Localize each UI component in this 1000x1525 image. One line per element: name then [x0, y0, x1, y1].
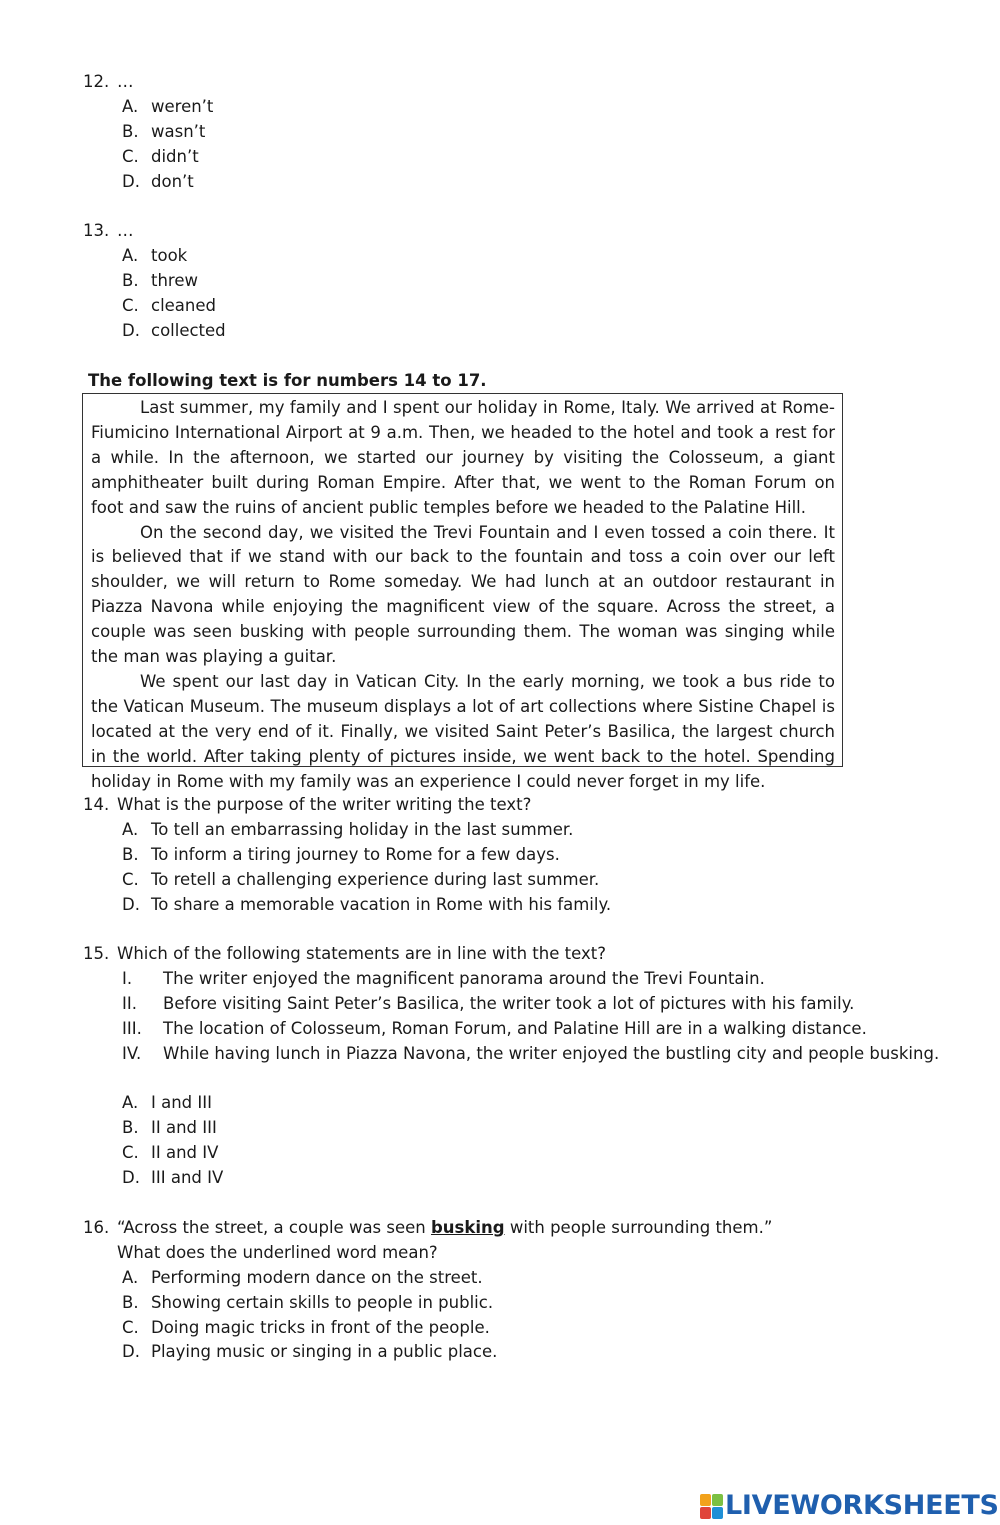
option-c[interactable]: C. didn’t: [122, 146, 199, 166]
question-16: [83, 1216, 963, 1365]
option-d[interactable]: D. III and IV: [122, 1168, 224, 1188]
passage-paragraph-3: We spent our last day in Vatican City. In the early morning, we took a bus ride to the Vatican Museum. The museum displays a lot of art collections where Sistine Chapel is located at the very end of it. Finally, we visited Saint Peter’s Basilica, the largest church in the world. After taking plenty of pictures inside, we went back to the hotel. Spending holiday in Rome with my family was an experience I could never forget in my life.: [91, 671, 835, 791]
question-stem: …: [117, 72, 134, 91]
option-c[interactable]: C. II and IV: [122, 1143, 219, 1163]
option-b[interactable]: B. threw: [122, 270, 198, 290]
spacer: [83, 1066, 963, 1091]
option-a[interactable]: A. To tell an embarrassing holiday in the last summer.: [122, 819, 574, 839]
option-a[interactable]: A. I and III: [122, 1093, 212, 1113]
question-stem: What does the underlined word mean?: [117, 1242, 438, 1262]
option-b[interactable]: B. II and III: [122, 1118, 217, 1138]
option-d[interactable]: D. collected: [122, 320, 226, 340]
liveworksheets-logo[interactable]: [700, 1490, 999, 1521]
statement-2: II. Before visiting Saint Peter’s Basilica, the writer took a lot of pictures with his family.: [122, 993, 855, 1013]
passage-paragraph-1: Last summer, my family and I spent our holiday in Rome, Italy. We arrived at Rome-Fiumicino International Airport at 9 a.m. Then, we headed to the hotel and took a rest for a while. In the afternoon, we started our journey by visiting the Colosseum, a giant amphitheater built during Roman Empire. After that, we went to the Roman Forum on foot and saw the ruins of ancient public temples before we headed to the Palatine Hill.: [91, 398, 835, 517]
question-number: 13.: [83, 221, 110, 240]
option-c[interactable]: C. Doing magic tricks in front of the people.: [122, 1317, 490, 1337]
logo-text: LIVEWORKSHEETS: [725, 1490, 999, 1521]
quote-before: “Across the street, a couple was seen: [117, 1218, 431, 1237]
section-title: The following text is for numbers 14 to 17.: [88, 371, 487, 390]
question-13: [83, 219, 963, 343]
question-stem: …: [117, 221, 134, 240]
option-a[interactable]: A. Performing modern dance on the street.: [122, 1267, 483, 1287]
option-d[interactable]: D. Playing music or singing in a public place.: [122, 1342, 498, 1362]
question-14: [83, 793, 963, 917]
option-a[interactable]: A. took: [122, 245, 188, 265]
option-a[interactable]: A. weren’t: [122, 96, 214, 116]
option-b[interactable]: B. Showing certain skills to people in public.: [122, 1292, 494, 1312]
question-stem: Which of the following statements are in line with the text?: [117, 944, 606, 963]
underlined-word: busking: [431, 1218, 505, 1237]
quote-after: with people surrounding them.”: [504, 1218, 773, 1237]
passage-paragraph-2: On the second day, we visited the Trevi Fountain and I even tossed a coin there. It is believed that if we stand with our back to the fountain and toss a coin over our left shoulder, we will return to Rome someday. We had lunch at an outdoor restaurant in Piazza Navona while enjoying the magnificent view of the square. Across the street, a couple was seen busking with people surrounding them. The woman was singing while the man was playing a guitar.: [91, 522, 835, 667]
liveworksheets-logo-icon: [700, 1494, 722, 1518]
reading-passage: [82, 393, 843, 791]
question-12: [83, 70, 963, 194]
question-number: 12.: [83, 72, 110, 91]
question-number: 15.: [83, 944, 110, 963]
option-c[interactable]: C. To retell a challenging experience during last summer.: [122, 869, 600, 889]
option-c[interactable]: C. cleaned: [122, 295, 217, 315]
statement-4: IV. While having lunch in Piazza Navona, the writer enjoyed the bustling city and people busking.: [122, 1043, 940, 1063]
question-number: 16.: [83, 1218, 110, 1237]
option-b[interactable]: B. wasn’t: [122, 121, 206, 141]
option-b[interactable]: B. To inform a tiring journey to Rome for a few days.: [122, 844, 560, 864]
question-stem: What is the purpose of the writer writing the text?: [117, 795, 532, 814]
statement-1: I. The writer enjoyed the magnificent panorama around the Trevi Fountain.: [122, 968, 765, 988]
option-d[interactable]: D. don’t: [122, 171, 194, 191]
option-d[interactable]: D. To share a memorable vacation in Rome with his family.: [122, 894, 612, 914]
question-15: [83, 942, 963, 1191]
statement-3: III. The location of Colosseum, Roman Forum, and Palatine Hill are in a walking distance.: [122, 1018, 867, 1038]
question-number: 14.: [83, 795, 110, 814]
